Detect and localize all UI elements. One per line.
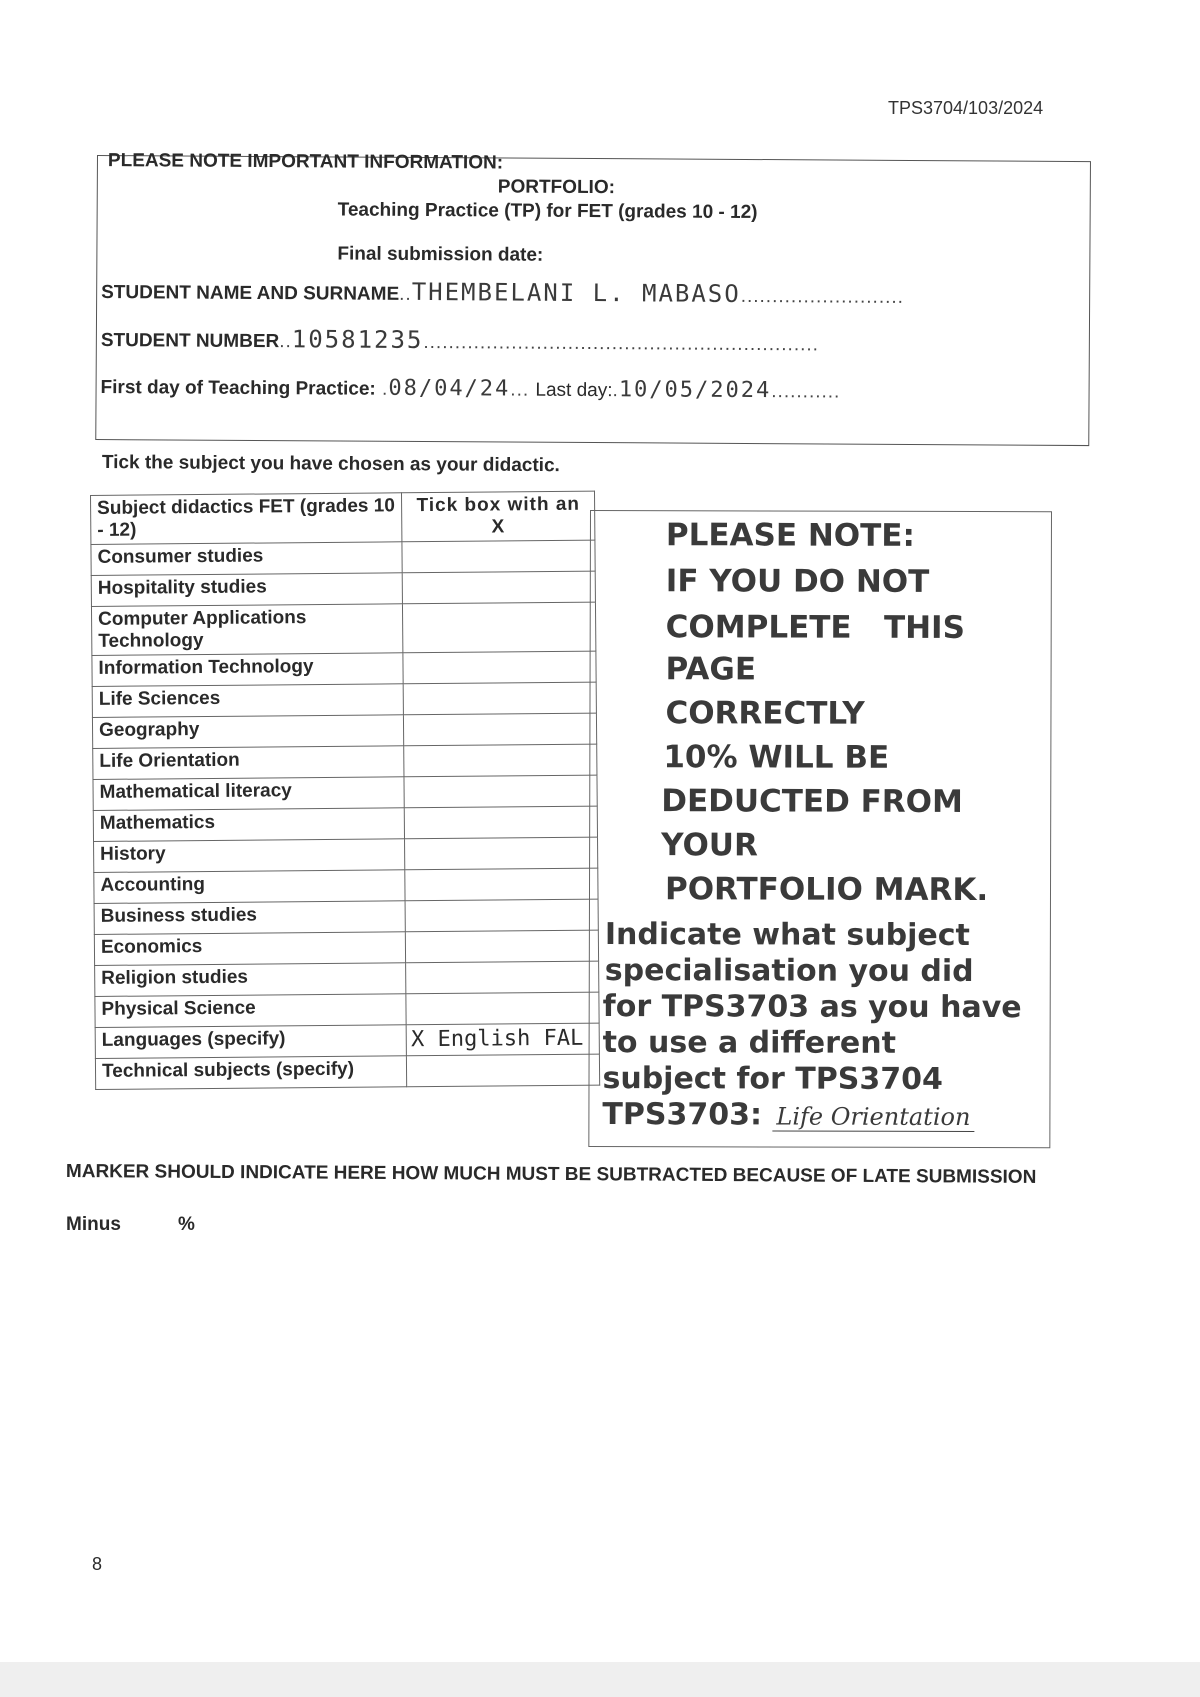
last-day-label: Last day:	[535, 379, 613, 402]
minus-label: Minus	[66, 1214, 121, 1235]
note-line: specialisation you did	[604, 953, 974, 990]
subject-cell: Economics	[94, 932, 406, 966]
table-row	[93, 744, 597, 779]
student-name-value: THEMBELANI L. MABASO	[411, 277, 741, 308]
subject-cell: Mathematics	[93, 808, 405, 842]
percent-label: %	[178, 1214, 195, 1235]
table-row	[95, 1023, 599, 1058]
subject-cell: Life Sciences	[92, 684, 404, 718]
table-row	[91, 571, 595, 606]
important-info-box	[95, 150, 1091, 446]
note-line: IF YOU DO NOT	[665, 563, 930, 600]
table-row	[95, 1054, 599, 1089]
student-name-row: STUDENT NAME AND SURNAME..THEMBELANI L. MABASO..........................	[101, 277, 905, 308]
subject-cell: Hospitality studies	[91, 573, 403, 607]
tick-box-cell[interactable]	[403, 602, 596, 653]
subject-cell: Mathematical literacy	[93, 777, 405, 811]
teaching-practice-dates-row: First day of Teaching Practice: .08/04/24... Last day:.10/05/2024...........	[100, 375, 841, 404]
subject-cell: History	[94, 839, 406, 873]
student-number-label: STUDENT NUMBER	[100, 330, 280, 353]
note-line: subject for TPS3704	[602, 1061, 943, 1097]
tps3703-value: Life Orientation	[772, 1102, 974, 1132]
tick-box-cell[interactable]	[406, 961, 599, 994]
note-line: PAGE	[665, 651, 757, 688]
header-subject: Subject didactics FET (grades 10 - 12)	[91, 493, 403, 545]
final-submission-label: Final submission date:	[337, 243, 544, 266]
tick-box-cell[interactable]	[403, 571, 596, 604]
subject-cell: Languages (specify)	[95, 1025, 407, 1059]
please-note-box	[588, 510, 1052, 1148]
subject-cell: Geography	[92, 715, 404, 749]
course-title: Teaching Practice (TP) for FET (grades 10 - 12)	[337, 199, 758, 224]
table-row	[94, 837, 598, 872]
scan-edge	[0, 1662, 1200, 1697]
tick-box-cell[interactable]	[407, 1054, 600, 1087]
header-tick-box: Tick box with an X	[402, 491, 595, 542]
note-line: PLEASE NOTE:	[665, 517, 915, 554]
table-row	[93, 806, 597, 841]
page-number: 8	[92, 1554, 103, 1574]
tick-box-cell[interactable]	[406, 930, 599, 963]
tick-box-cell[interactable]	[404, 744, 597, 777]
student-number-row: STUDENT NUMBER..10581235...............................................................	[100, 325, 820, 356]
note-line: for TPS3703 as you have	[602, 989, 1022, 1026]
table-row	[92, 713, 596, 748]
subject-cell: Information Technology	[92, 653, 404, 687]
tick-box-cell[interactable]	[406, 992, 599, 1025]
subject-cell: Technical subjects (specify)	[95, 1056, 407, 1090]
tick-box-cell[interactable]	[402, 540, 595, 573]
tick-box-cell[interactable]	[405, 837, 598, 870]
info-heading: PLEASE NOTE IMPORTANT INFORMATION:	[107, 150, 504, 174]
subject-cell: Life Orientation	[93, 746, 405, 780]
tick-box-cell[interactable]	[404, 682, 597, 715]
first-day-value: 08/04/24	[388, 375, 511, 402]
portfolio-title: PORTFOLIO:	[497, 176, 616, 199]
tick-box-cell[interactable]	[404, 775, 597, 808]
table-row	[95, 961, 599, 996]
note-line: to use a different	[602, 1025, 896, 1061]
subject-cell: Computer Applications Technology	[91, 604, 403, 656]
table-row	[94, 868, 598, 903]
tick-box-cell[interactable]	[405, 868, 598, 901]
note-line: YOUR	[661, 827, 758, 864]
table-row	[91, 602, 595, 655]
table-row	[92, 682, 596, 717]
table-row	[92, 651, 596, 686]
document-code: TPS3704/103/2024	[888, 98, 1044, 118]
subject-cell: Business studies	[94, 901, 406, 935]
last-day-value: 10/05/2024	[618, 377, 772, 404]
tick-box-cell[interactable]: X English FAL	[406, 1023, 599, 1056]
student-number-value: 10581235	[291, 325, 424, 354]
subject-cell: Accounting	[94, 870, 406, 904]
table-header-row	[91, 491, 595, 544]
first-day-label: First day of Teaching Practice:	[100, 377, 376, 400]
table-row	[95, 992, 599, 1027]
student-name-label: STUDENT NAME AND SURNAME	[101, 282, 400, 305]
tick-box-cell[interactable]	[403, 651, 596, 684]
tick-box-cell[interactable]	[405, 806, 598, 839]
table-row	[94, 930, 598, 965]
note-line: Indicate what subject	[604, 917, 970, 953]
tick-instruction: Tick the subject you have chosen as your didactic.	[101, 452, 560, 477]
subject-cell: Religion studies	[95, 963, 407, 997]
tps3703-row	[602, 1097, 974, 1133]
tick-box-cell[interactable]	[404, 713, 597, 746]
late-submission-instruction: MARKER SHOULD INDICATE HERE HOW MUCH MUST BE SUBTRACTED BECAUSE OF LATE SUBMISSION	[65, 1161, 1037, 1188]
table-row	[94, 899, 598, 934]
tick-box-cell[interactable]	[405, 899, 598, 932]
note-line: DEDUCTED FROM	[661, 783, 963, 820]
subject-cell: Physical Science	[95, 994, 407, 1028]
note-line: 10% WILL BE	[663, 739, 890, 776]
note-line: COMPLETE THIS	[665, 609, 966, 646]
subject-cell: Consumer studies	[91, 542, 403, 576]
note-line: CORRECTLY	[665, 695, 865, 732]
table-row	[91, 540, 595, 575]
table-row	[93, 775, 597, 810]
subject-didactics-table	[90, 491, 600, 1090]
note-line: PORTFOLIO MARK.	[664, 871, 989, 909]
tps3703-label: TPS3703:	[602, 1097, 763, 1133]
